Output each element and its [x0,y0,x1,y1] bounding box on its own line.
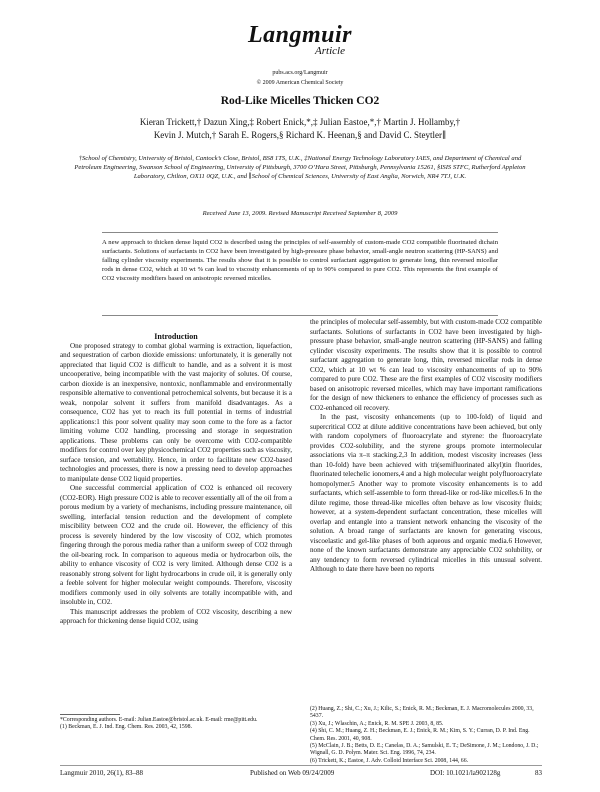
authors-line-2: Kevin J. Mutch,† Sarah E. Rogers,§ Richard K. Heenan,§ and David C. Steytler∥ [153,129,447,140]
abstract-top-rule [102,232,498,233]
affiliations: †School of Chemistry, University of Bristol, Cantock’s Close, Bristol, BS8 1TS, U.K., ‡National Energy Technology Laboratory IAES, and Department of Chemical and Petroleum Engineering, Swanson School of Engineering, University of Pittsburgh, 3700 O’Hara Street, Pittsburgh, Pennsylvania 15261, §ISIS STFC, Rutherford Appleton Laboratory, Chilton, OX11 0QZ, U.K., and ∥School of Chemical Sciences, University of East Anglia, Norwich, NR4 7TJ, U.K. [74,155,526,180]
article-title: Rod-Like Micelles Thicken CO2 [220,95,380,107]
abstract: A new approach to thicken dense liquid CO2 is described using the principles of self-assembly of custom-made CO2 compatible fluorinated dichain surfactants. Solutions of surfactants in CO2 have been investigated by high-pressure phase behavior, small-angle neutron scattering (HP-SANS) and falling cylinder viscosity experiments. The results show that it is possible to control surfactant aggregation to generate long, thin reversed micellar rods in dense CO2, which at 10 wt % can lead to viscosity enhancements of up to 90% compared to pure CO2. This represents the first example of CO2 viscosity modifiers based on anisotropic reversed micelles. [102,239,498,283]
left-paragraph: This manuscript addresses the problem of CO2 viscosity, describing a new approach for thickening dense liquid CO2, using [60,607,292,625]
reference-item: (2) Huang, Z.; Shi, C.; Xu, J.; Kilic, S.; Enick, R. M.; Beckman, E. J. Macromolecules 2000, 33, 5437. [310,706,534,720]
left-paragraph: One successful commercial application of CO2 is enhanced oil recovery (CO2-EOR). High pressure CO2 is able to recover essentially all of the oil from a porous medium by a variety of mechanisms, including pressure maintenance, oil swelling, interfacial tension reduction and the development of complete miscibility between CO2 and the crude oil. However, the efficiency of this process is severely hindered by the low viscosity of CO2, which promotes fingering through the porous media rather than a uniform sweep of CO2 through the oil-bearing rock. In comparison to aqueous media or hydrocarbon oils, the ability to enhance viscosity of CO2 is very limited. Although dense CO2 is a reasonably strong solvent for light hydrocarbons in crude oil, it is generally only a feeble solvent for higher molecular weight compounds. Therefore, viscosity modifiers commonly used in oily solvents are totally incompatible with, and insoluble in, CO2. [60,484,292,606]
reference-item: (1) Beckman, E. J. Ind. Eng. Chem. Res. 2003, 42, 1598. [60,724,193,731]
footer-published: Published on Web 09/24/2009 [250,769,335,777]
footnotes-right [310,706,542,765]
intro-heading: Introduction [154,332,198,341]
article-type: Article [315,45,345,57]
left-paragraph: One proposed strategy to combat global warming is extraction, liquefaction, and sequestration of carbon dioxide emissions: unfortunately, it is generally not appreciated that liquid CO2 is difficult to handle, and as a solvent it is most uncooperative, being incompatible with the vast majority of solutes. Of course, carbon dioxide is an inexpensive, nontoxic, nonflammable and environmentally responsible alternative to conventional petrochemical solvents, but because it is a weak, nonpolar solvent it suffers from manifold disadvantages. As a consequence, CO2 has yet to reach its full potential in terms of industrial applications:1 this poor solvent quality may soon come to the fore as a factor limiting volume CO2 handling, processing and storage in sequestration applications. These problems can only be overcome with CO2-compatible modifiers for control over key physicochemical CO2 properties such as viscosity, surface tension, and wettability. Hence, in order to facilitate new CO2-based technologies and processes, there is now a pressing need to develop approaches to manipulate dense CO2 liquid properties. [60,341,292,483]
copyright: © 2009 American Chemical Society [256,80,344,86]
authors-line-1: Kieran Trickett,† Dazun Xing,‡ Robert Enick,*,‡ Julian Eastoe,*,† Martin J. Hollamby,† [139,117,461,127]
footer-rule [60,765,542,766]
journal-logo [0,22,600,57]
abstract-bottom-rule [102,315,498,316]
journal-name: Langmuir [247,22,353,48]
left-column [60,332,292,627]
page-number: 83 [535,769,542,777]
footnote-rule [60,714,120,715]
reference-item: (4) Shi, C. M.; Huang, Z. H.; Beckman, E. J.; Enick, R. M.; Kim, S. Y.; Curran, D. P. Ind. Eng. Chem. Res. 2001, 40, 908. [310,728,530,742]
right-paragraph: In the past, viscosity enhancements (up to 100-fold) of liquid and supercritical CO2 at dilute additive concentrations have been achieved, but only with random copolymers of fluoroacrylate and styrene: the fluoroacrylate provides CO2-solubility, and the styrene groups promote intermolecular associations via π–π stacking.2,3 In addition, modest viscosity increases (less than 10-fold) have been achieved with tri(semifluorinated alkyl)tin fluorides, fluorinated telechelic ionomers,4 and a high molecular weight polyfluoroacrylate homopolymer.5 Another way to promote viscosity enhancements is to add surfactants, which self-assemble to form thread-like or rod-like micelles.6 In the dilute regime, those thread-like micelles often behave as low viscosity fluids; however, at a system-dependent surfactant concentration, these micelles will overlap and entangle into a transient network enhancing the viscosity of the solution. A broad range of surfactants are known for generating viscous, viscoelastic and gel-like phases of both aqueous and organic media.6 However, none of the known surfactants demonstrate any appreciable CO2 solubility, or any tendency to form reversed cylindrical micelles in this unusual solvent. Although to date there have been no reports [310,413,542,573]
footer-doi[interactable]: DOI: 10.1021/la902128g [430,769,501,777]
received-dates: Received June 13, 2009. Revised Manuscript Received September 8, 2009 [202,210,398,217]
author-list [60,116,540,141]
reference-item: (6) Trickett, K.; Eastoe, J. Adv. Colloid Interface Sci. 2008, 144, 66. [310,757,469,764]
right-paragraph: the principles of molecular self-assembly, but with custom-made CO2 compatible surfactants. Solutions of surfactants in CO2 have been investigated by high-pressure phase behavior, small-angle neutron scattering (HP-SANS) and falling cylinder viscosity experiments. The results show that it is possible to control surfactant aggregation to generate long, thin, reversed micellar rods in dense CO2, which at 10 wt % can lead to viscosity enhancements of up to 90% compared to pure CO2. These are the first examples of CO2 viscosity modifiers based on anisotropic reversed micelles, which may have important ramifications for the design of new thickeners to enhance the efficiency of processes such as CO2-enhanced oil recovery. [310,318,542,412]
footer-citation: Langmuir 2010, 26(1), 83–88 [60,769,144,777]
reference-item: (5) McClain, J. B.; Betts, D. E.; Canelas, D. A.; Samulski, E. T.; DeSimone, J. M.; Londono, J. D.; Wignall, G. D. Polym. Mater. Sci. Eng. 1996, 74, 234. [310,743,539,757]
journal-url[interactable]: pubs.acs.org/Langmuir [272,70,328,76]
reference-item: (3) Xu, J.; Wlaschin, A.; Enick, R. M. SPE J. 2003, 8, 85. [310,720,444,727]
corresponding-authors-note: *Corresponding authors. E-mail: Julian.Eastoe@bristol.ac.uk. E-mail: rme@pitt.edu. [60,717,258,723]
footnotes-left [60,714,292,732]
right-column [310,318,542,575]
